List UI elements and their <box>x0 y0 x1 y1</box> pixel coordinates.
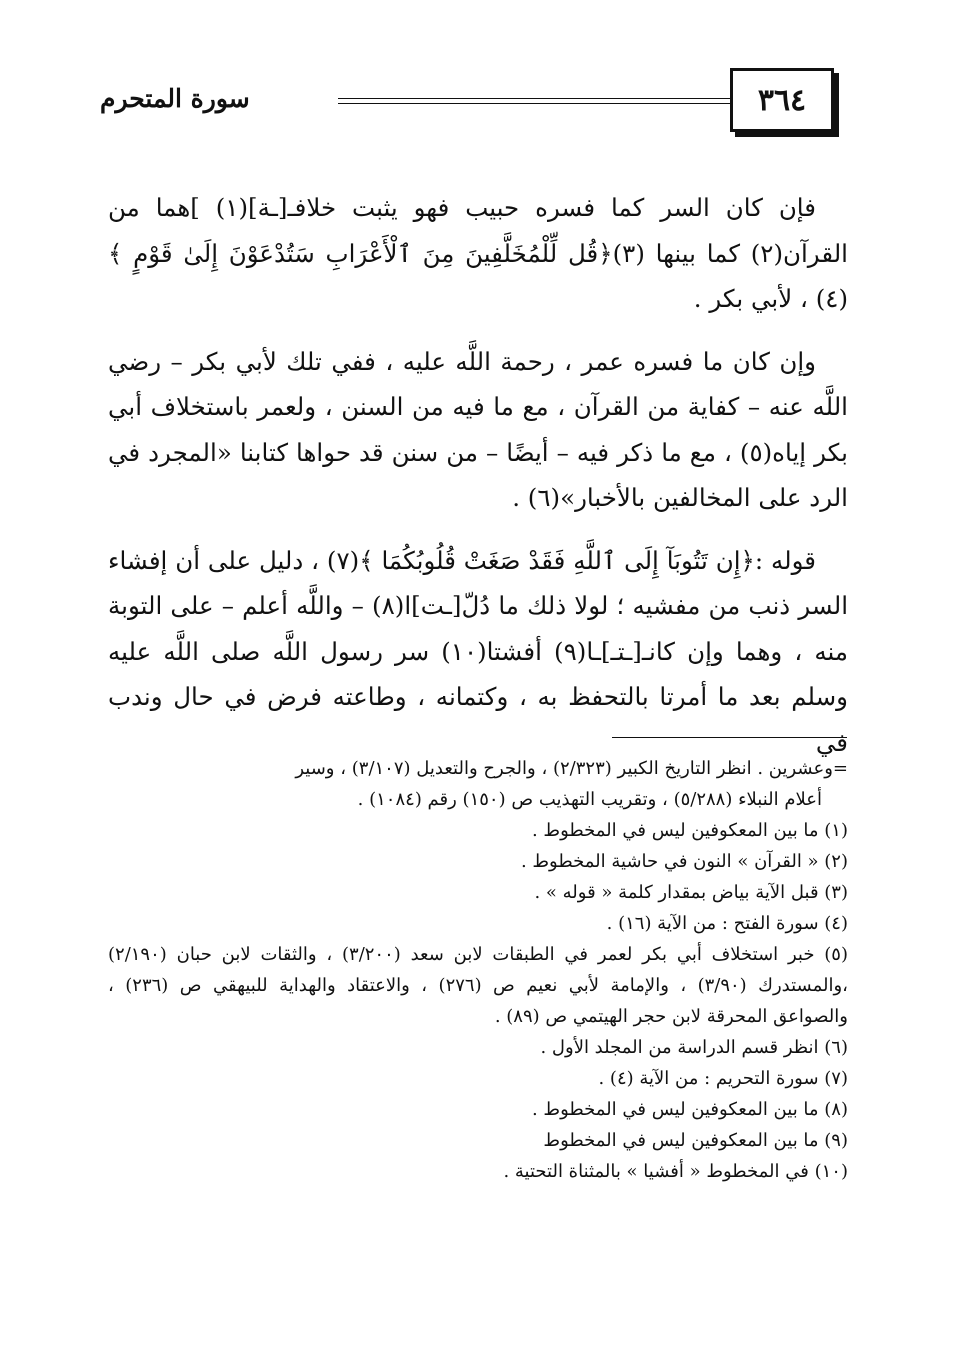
footnote-10: (١٠) في المخطوط « أفشيا » بالمثناة التحتية . <box>503 1161 848 1182</box>
footnotes <box>108 753 848 1187</box>
page-number: ٣٦٤ <box>730 68 834 132</box>
header-rule <box>338 98 730 104</box>
footnote-4: (٤) سورة الفتح : من الآية (١٦) . <box>606 913 848 934</box>
footnote-continuation: =وعشرين . انظر التاريخ الكبير (٢/٣٢٣) ، والجرح والتعديل (٣/١٠٧) ، وسير <box>295 758 848 779</box>
footnote-3: (٣) قبل الآية بياض بمقدار كلمة « قوله » . <box>534 882 848 903</box>
main-text <box>108 185 848 782</box>
footnote-9: (٩) ما بين المعكوفين ليس في المخطوط <box>543 1130 848 1151</box>
footnote-8: (٨) ما بين المعكوفين ليس في المخطوط . <box>531 1099 848 1120</box>
surah-title: سورة المتحرم <box>100 84 250 113</box>
paragraph-2: وإن كان ما فسره عمر ، رحمة اللَّه عليه ، ففي تلك لأبي بكر – رضي اللَّه عنه – كفاية من القرآن ، مع ما فيه من السنن ، ولعمر باستخلاف أبي بكر إياه(٥) ، مع ما ذكر فيه – أيضًا – من سنن قد حواها كتابنا «المجرد في الرد على المخالفين بالأخبار»(٦) . <box>108 346 848 512</box>
footnote-5: (٥) خبر استخلاف أبي بكر لعمر في الطبقات لابن سعد (٣/٢٠٠) ، والثقات لابن حبان (٢/١٩٠) ،والمستدرك (٣/٩٠) ، والإمامة لأبي نعيم ص (٢٧٦) ، والاعتقاد والهداية للبيهقي ص (٢٣٦) ، والصواعق المحرقة لابن حجر الهيتمي ص (٨٩) . <box>108 944 848 1027</box>
footnote-6: (٦) انظر قسم الدراسة من المجلد الأول . <box>540 1037 848 1058</box>
footnote-continuation-2: أعلام النبلاء (٥/٢٨٨) ، وتقريب التهذيب ص (١٥٠) رقم (١٠٨٤) . <box>357 789 822 810</box>
footnote-separator <box>612 737 847 738</box>
footnote-7: (٧) سورة التحريم : من الآية (٤) . <box>598 1068 848 1089</box>
paragraph-3: قوله :﴿إِن تَتُوبَآ إِلَى ٱللَّهِ فَقَدْ صَغَتْ قُلُوبُكُمَا ﴾(٧) ، دليل على أن إفشاء السر ذنب من مفشيه ؛ لولا ذلك ما دُلّ[ـت]ا(٨) – واللَّه أعلم – على التوبة منه ، وهما وإن كانـ[ـتـ]ـا(٩) أفشتا(١٠) سر رسول اللَّه صلى اللَّه عليه وسلم بعد ما أمرتا بالتحفظ به ، وكتمانه ، وطاعته فرض في حال وندب في <box>108 545 849 757</box>
paragraph-1: فإن كان السر كما فسره حبيب فهو يثبت خلافـ[ـة](١) ]هما من القرآن(٢) كما بينها (٣)﴿قُل لِّلْمُخَلَّفِينَ مِنَ ٱلْأَعْرَابِ سَتُدْعَوْنَ إِلَىٰ قَوْمٍ ﴾(٤) ، لأبي بكر . <box>108 193 848 313</box>
footnote-1: (١) ما بين المعكوفين ليس في المخطوط . <box>531 820 848 841</box>
footnote-2: (٢) « القرآن » النون في حاشية المخطوط . <box>520 851 848 872</box>
